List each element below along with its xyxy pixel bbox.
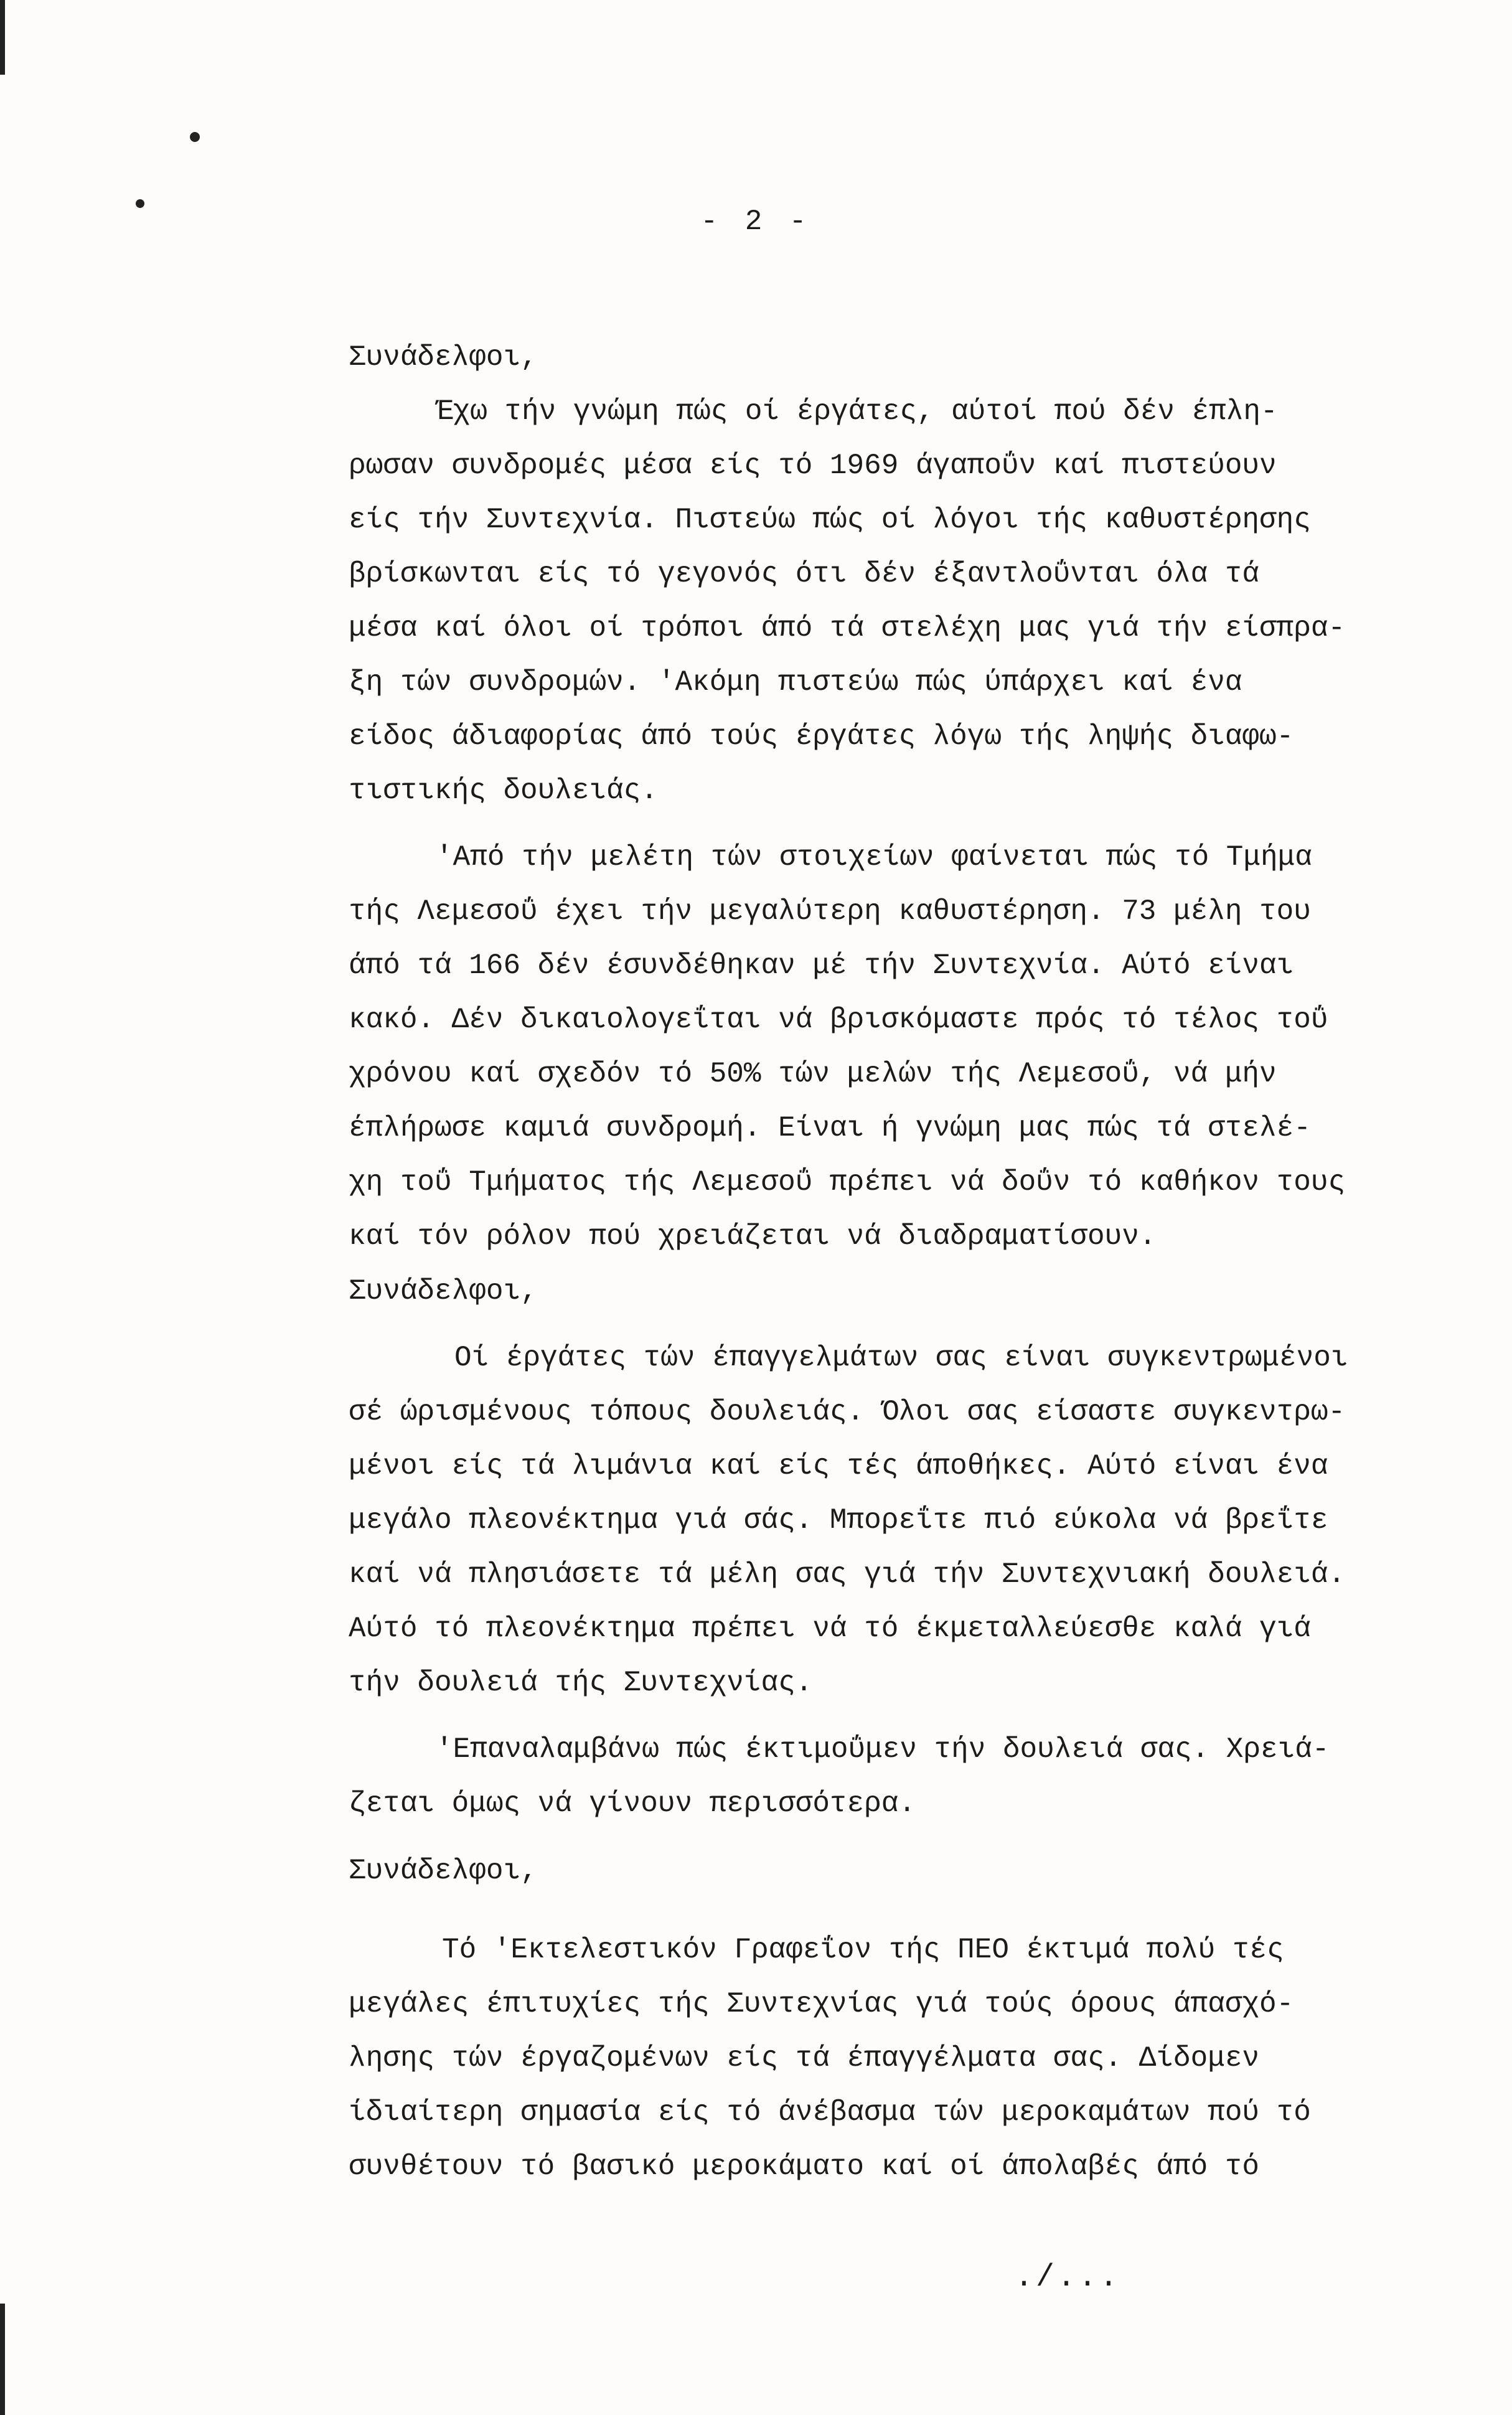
text-line: άπό τά 166 δέν έσυνδέθηκαν μέ τήν Συντεχνία. Αύτό είναι — [349, 949, 1294, 982]
text-line: σέ ώρισμένους τόπους δουλειάς. Όλοι σας είσαστε συγκεντρω- — [349, 1396, 1346, 1428]
text-line: ξη τών συνδρομών. 'Ακόμη πιστεύω πώς ύπάρχει καί ένα — [349, 666, 1242, 699]
page-number: - 2 - — [700, 205, 812, 238]
salutation-1: Συνάδελφοι, — [349, 341, 538, 374]
text-line: Έχω τήν γνώμη πώς οί έργάτες, αύτοί πού δέν έπλη- — [436, 395, 1278, 428]
text-line: είδος άδιαφορίας άπό τούς έργάτες λόγω τής ληψής διαφω- — [349, 720, 1294, 753]
text-line: βρίσκωνται είς τό γεγονός ότι δέν έξαντλοΰνται όλα τά — [349, 558, 1260, 590]
text-line: μεγάλο πλεονέκτημα γιά σάς. Μπορεΐτε πιό εύκολα νά βρεΐτε — [349, 1504, 1328, 1537]
scan-edge-mark-bottom — [0, 2304, 5, 2415]
text-line: χη τοΰ Τμήματος τής Λεμεσοΰ πρέπει νά δοΰν τό καθήκον τους — [349, 1166, 1346, 1198]
text-line: Τό 'Εκτελεστικόν Γραφεΐον τής ΠΕΟ έκτιμά πολύ τές — [442, 1934, 1284, 1966]
letter-body — [349, 330, 1469, 2194]
text-line: συνθέτουν τό βασικό μεροκάματο καί οί άπολαβές άπό τό — [349, 2150, 1260, 2183]
text-line: τήν δουλειά τής Συντεχνίας. — [349, 1667, 813, 1699]
continuation-mark: ./... — [1015, 2260, 1121, 2295]
text-line: Οί έργάτες τών έπαγγελμάτων σας είναι συγκεντρωμένοι — [454, 1342, 1348, 1374]
scan-edge-mark-top — [0, 0, 5, 75]
text-line: λησης τών έργαζομένων είς τά έπαγγέλματα σας. Δίδομεν — [349, 2042, 1260, 2074]
paragraph-1 — [349, 385, 1469, 818]
text-line: μένοι είς τά λιμάνια καί είς τές άποθήκες. Αύτό είναι ένα — [349, 1450, 1328, 1482]
text-line: ίδιαίτερη σημασία είς τό άνέβασμα τών μεροκαμάτων πού τό — [349, 2096, 1311, 2129]
text-line: ζεται όμως νά γίνουν περισσότερα. — [349, 1787, 916, 1820]
text-line: είς τήν Συντεχνία. Πιστεύω πώς οί λόγοι τής καθυστέρησης — [349, 504, 1311, 536]
scan-dot-1 — [190, 132, 200, 142]
text-line: χρόνου καί σχεδόν τό 50% τών μελών τής Λεμεσοΰ, νά μήν — [349, 1058, 1277, 1090]
text-line: ρωσαν συνδρομές μέσα είς τό 1969 άγαποΰν καί πιστεύουν — [349, 450, 1277, 482]
salutation-2: Συνάδελφοι, — [349, 1275, 538, 1307]
text-line: κακό. Δέν δικαιολογεΐται νά βρισκόμαστε πρός τό τέλος τοΰ — [349, 1004, 1328, 1036]
paragraph-2 — [349, 831, 1469, 1264]
text-line: τής Λεμεσοΰ έχει τήν μεγαλύτερη καθυστέρηση. 73 μέλη του — [349, 895, 1311, 928]
text-line: 'Επαναλαμβάνω πώς έκτιμοΰμεν τήν δουλειά σας. Χρειά- — [436, 1733, 1330, 1766]
paragraph-3 — [349, 1331, 1469, 1710]
salutation-3: Συνάδελφοι, — [349, 1855, 538, 1887]
paragraph-5 — [349, 1923, 1469, 2194]
text-line: μεγάλες έπιτυχίες τής Συντεχνίας γιά τούς όρους άπασχό- — [349, 1988, 1294, 2020]
text-line: έπλήρωσε καμιά συνδρομή. Είναι ή γνώμη μας πώς τά στελέ- — [349, 1112, 1311, 1144]
text-line: τιστικής δουλειάς. — [349, 774, 658, 807]
text-line: καί νά πλησιάσετε τά μέλη σας γιά τήν Συντεχνιακή δουλειά. — [349, 1558, 1346, 1591]
text-line: Αύτό τό πλεονέκτημα πρέπει νά τό έκμεταλλεύεσθε καλά γιά — [349, 1612, 1311, 1645]
paragraph-4 — [349, 1723, 1469, 1831]
text-line: καί τόν ρόλον πού χρειάζεται νά διαδραματίσουν. — [349, 1220, 1157, 1253]
text-line: 'Από τήν μελέτη τών στοιχείων φαίνεται πώς τό Τμήμα — [436, 841, 1312, 873]
text-line: μέσα καί όλοι οί τρόποι άπό τά στελέχη μας γιά τήν είσπρα- — [349, 612, 1346, 644]
